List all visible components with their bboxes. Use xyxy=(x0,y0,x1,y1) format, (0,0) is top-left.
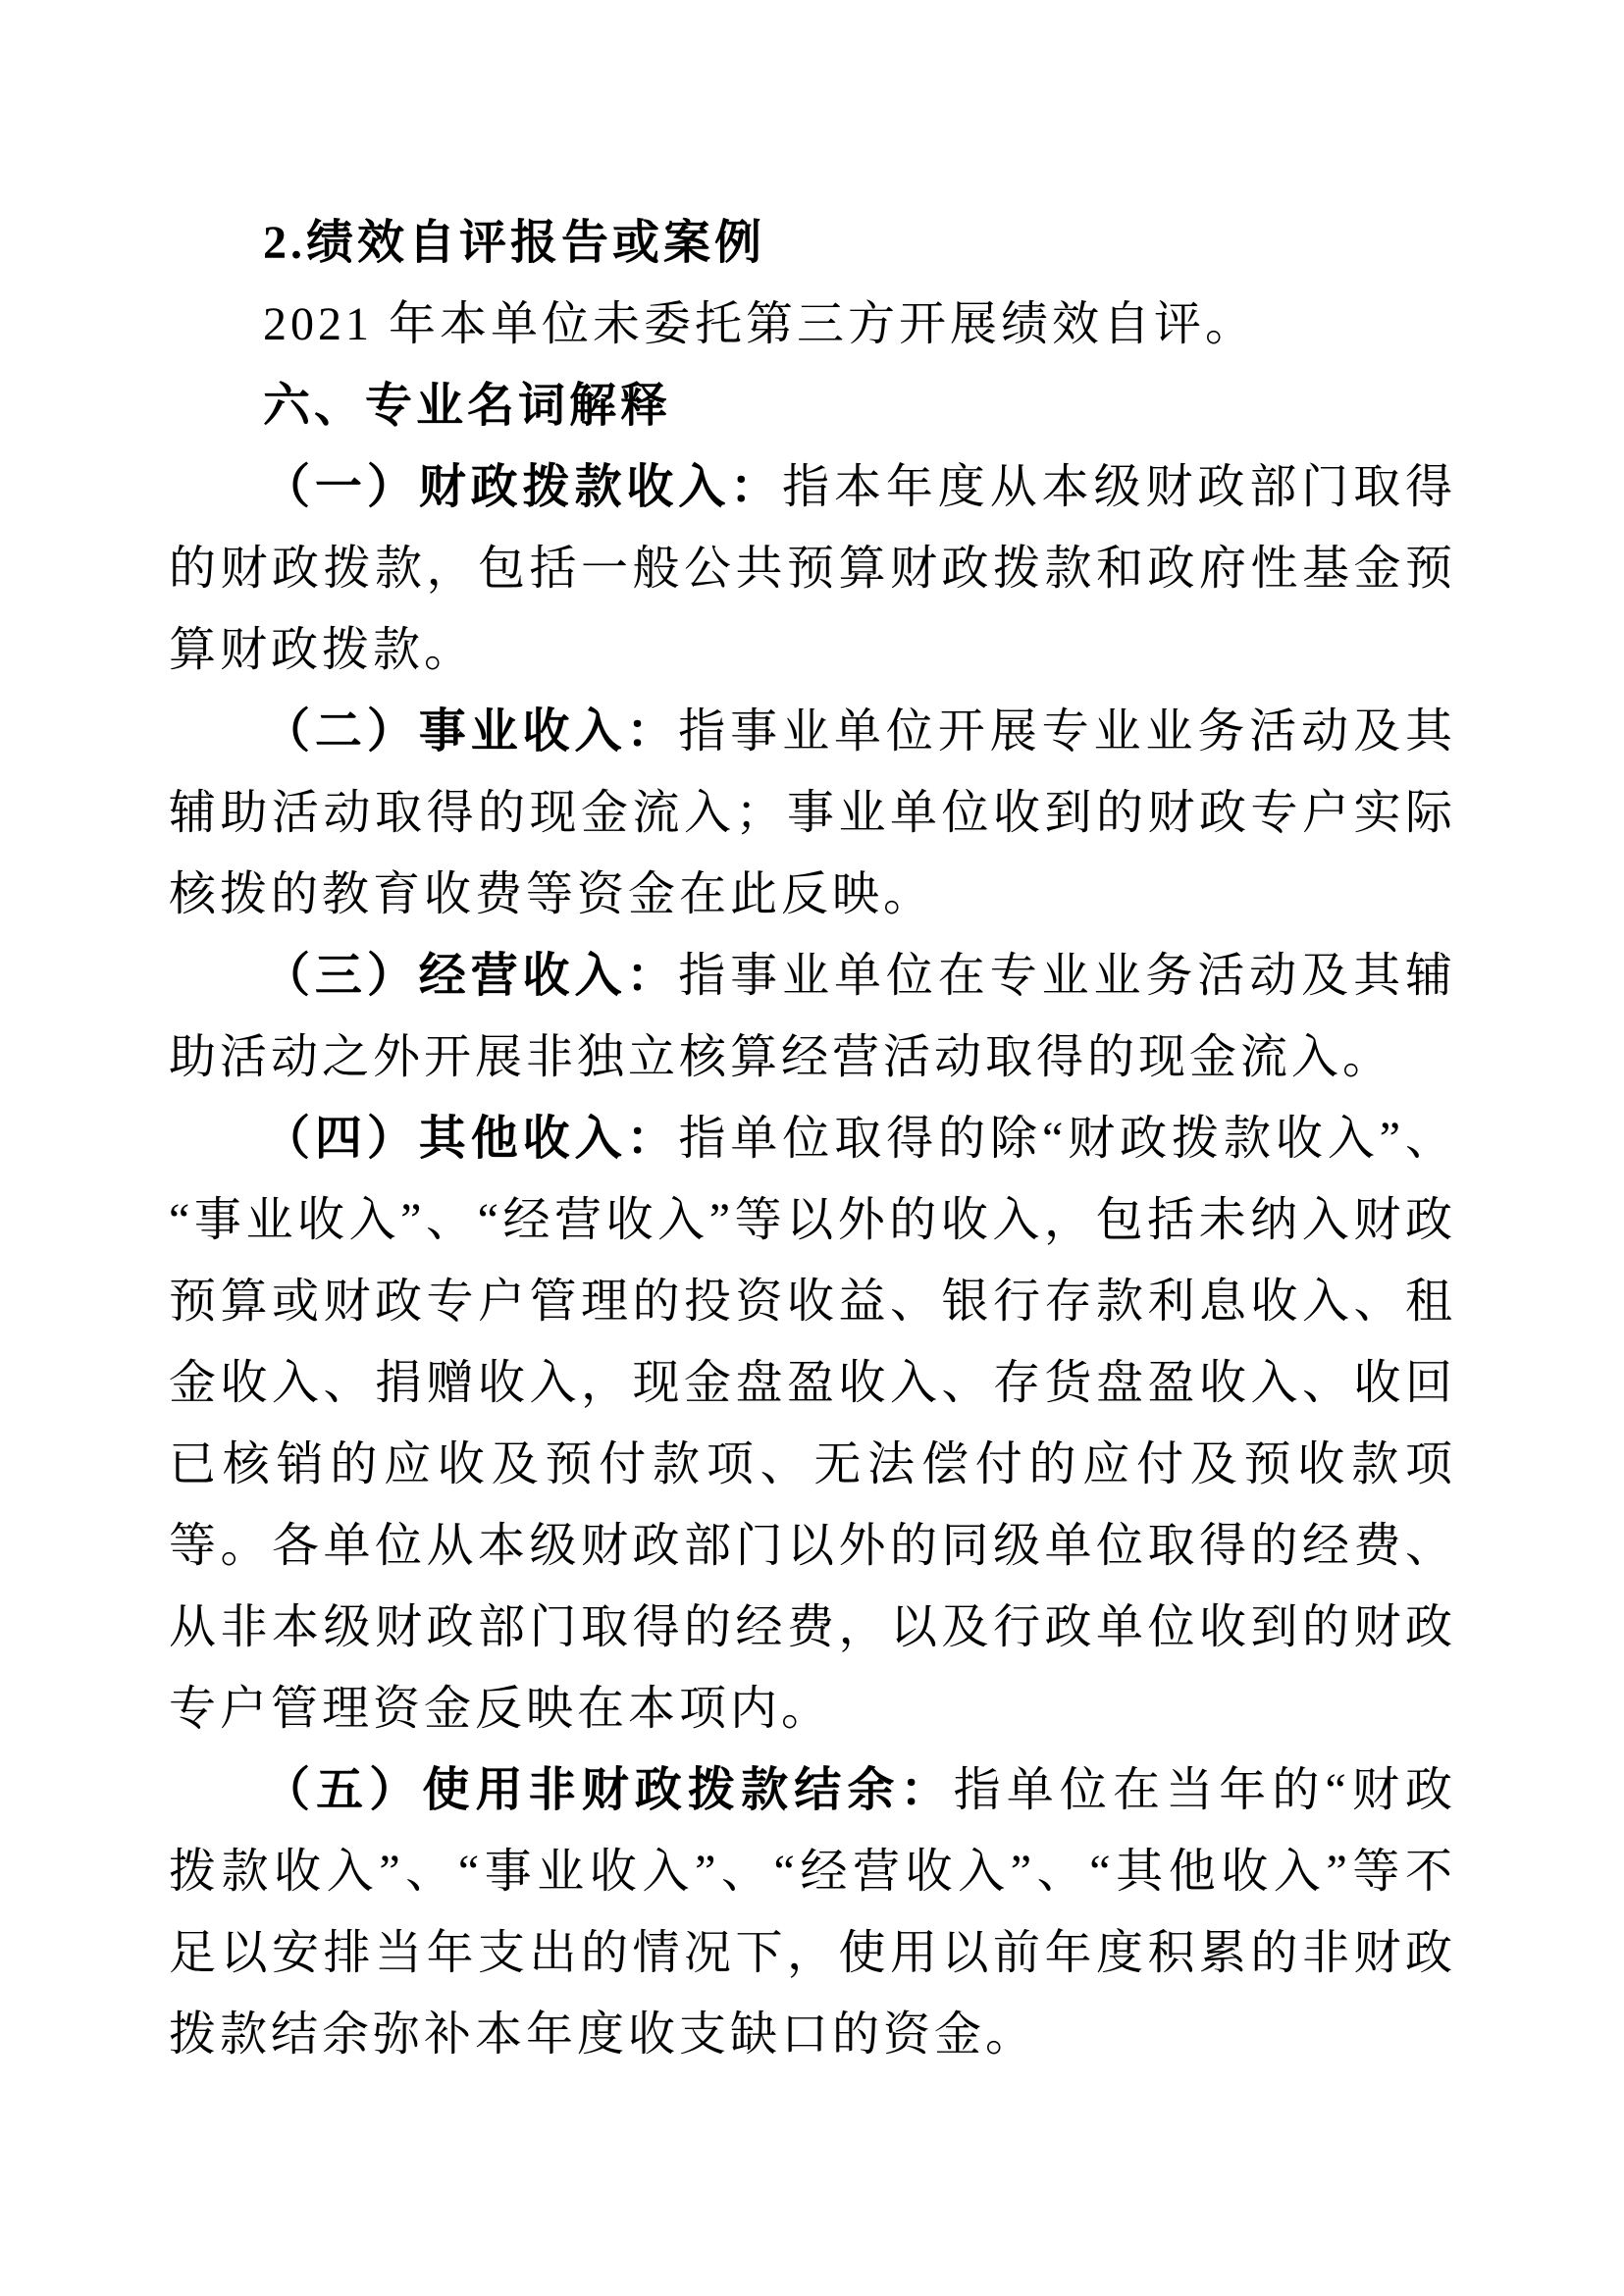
section-heading-performance-report: 2.绩效自评报告或案例 xyxy=(263,217,766,269)
document-body xyxy=(169,202,1456,2075)
para-term-operating-income-institution xyxy=(169,691,1456,935)
term-text-non-fiscal-balance: 指单位在当年的“财政拨款收入”、“事业收入”、“经营收入”、“其他收入”等不足以安排当年支出的情况下，使用以前年度积累的非财政拨款结余弥补本年度收支缺口的资金。 xyxy=(169,1764,1456,2061)
term-label-fiscal-appropriation-income: （一）财政拨款收入： xyxy=(263,461,783,513)
section-heading-terms: 六、专业名词解释 xyxy=(263,380,672,432)
term-text-institution-income: 指事业单位开展专业业务活动及其辅助活动取得的现金流入；事业单位收到的财政专户实际核拨的教育收费等资金在此反映。 xyxy=(169,705,1456,920)
para-self-evaluation xyxy=(169,284,1456,365)
term-label-non-fiscal-balance: （五）使用非财政拨款结余： xyxy=(263,1764,954,1816)
term-label-business-income: （三）经营收入： xyxy=(263,950,679,1002)
para-self-evaluation-text: 2021 年本单位未委托第三方开展绩效自评。 xyxy=(263,298,1257,350)
para-term-non-fiscal-balance xyxy=(169,1749,1456,2075)
para-term-fiscal-appropriation-income xyxy=(169,446,1456,691)
term-text-other-income: 指单位取得的除“财政拨款收入”、“事业收入”、“经营收入”等以外的收入，包括未纳入财政预算或财政专户管理的投资收益、银行存款利息收入、租金收入、捐赠收入，现金盘盈收入、存货盘盈收入、收回已核销的应收及预付款项、无法偿付的应付及预收款项等。各单位从本级财政部门以外的同级单位取得的经费、从非本级财政部门取得的经费，以及行政单位收到的财政专户管理资金反映在本项内。 xyxy=(169,1113,1456,1735)
para-term-other-income xyxy=(169,1098,1456,1749)
term-label-other-income: （四）其他收入： xyxy=(263,1113,679,1165)
para-term-business-income xyxy=(169,935,1456,1098)
term-text-fiscal-appropriation-income: 指本年度从本级财政部门取得的财政拨款，包括一般公共预算财政拨款和政府性基金预算财政拨款。 xyxy=(169,461,1456,676)
term-text-business-income: 指事业单位在专业业务活动及其辅助活动之外开展非独立核算经营活动取得的现金流入。 xyxy=(169,950,1456,1083)
term-label-institution-income: （二）事业收入： xyxy=(263,705,679,757)
